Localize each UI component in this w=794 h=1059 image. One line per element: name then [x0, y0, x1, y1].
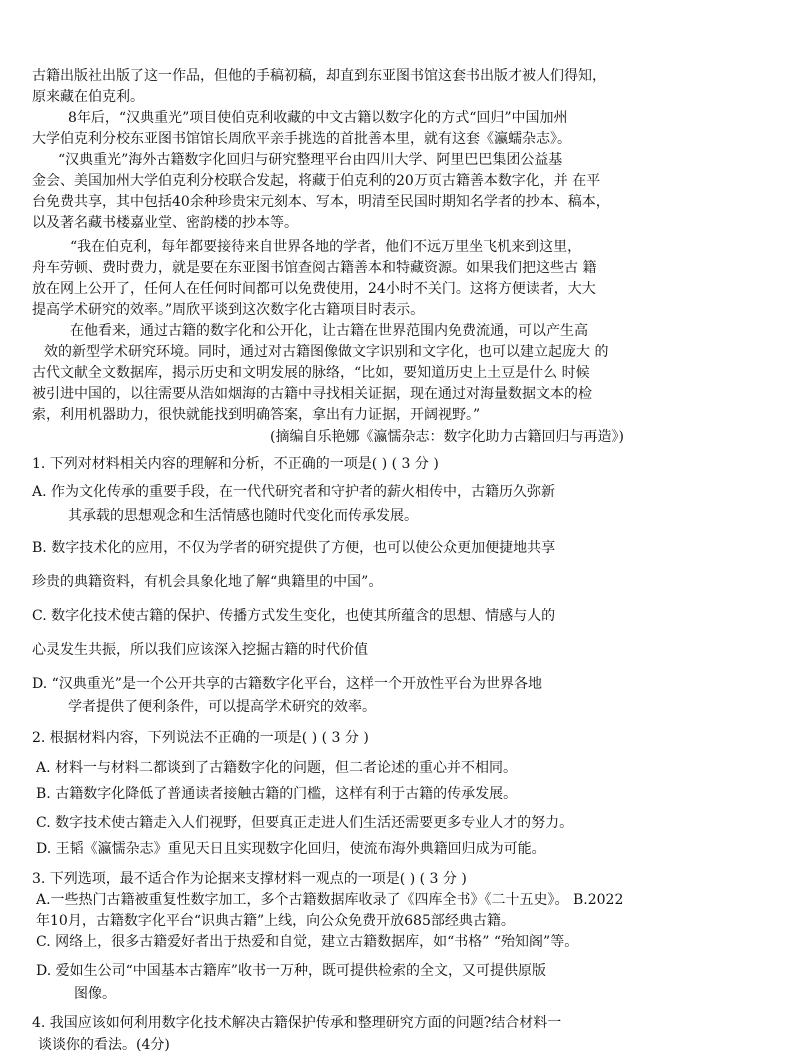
- question-1-option-b-cont: 珍贵的典籍资料，有机会具象化地了解“典籍里的中国”。: [32, 574, 383, 590]
- question-3-stem: 3. 下列选项，最不适合作为论据来支撑材料一观点的一项是( ) ( 3 分 ): [32, 871, 467, 887]
- question-2-option-a: A. 材料一与材料二都谈到了古籍数字化的问题，但二者论述的重心并不相同。: [36, 760, 518, 776]
- question-3-option-d: D. 爱如生公司“中国基本古籍库”收书一万种，既可提供检索的全文，又可提供原版: [36, 963, 546, 979]
- question-2-stem: 2. 根据材料内容，下列说法不正确的一项是( ) ( 3 分 ): [32, 730, 369, 746]
- question-1-option-c: C. 数字化技术使古籍的保护、传播方式发生变化，也使其所蕴含的思想、情感与人的: [32, 608, 556, 624]
- question-1-option-d: D. “汉典重光”是一个公开共享的古籍数字化平台，这样一个开放性平台为世界各地: [32, 676, 542, 692]
- question-1-stem: 1. 下列对材料相关内容的理解和分析，不正确的一项是( ) ( 3 分 ): [32, 456, 439, 472]
- passage-line: “我在伯克利，每年都要接待来自世界各地的学者，他们不远万里坐飞机来到这里，: [70, 239, 582, 255]
- question-3-option-a-b: A.一些热门古籍被重复性数字加工，多个古籍数据库收录了《四库全书》《二十五史》。 B.2022: [36, 892, 624, 908]
- passage-line: 提高学术研究的效率。”周欣平谈到这次数字化古籍项目时表示。: [32, 302, 425, 318]
- passage-line: “汉典重光”海外古籍数字化回归与研究整理平台由四川大学、阿里巴巴集团公益基: [58, 152, 563, 168]
- question-3-option-d-cont: 图像。: [74, 986, 116, 1002]
- passage-line: 台免费共享，其中包括40余种珍贵宋元刻本、写本，明清至民国时期知名学者的抄本、稿本，: [32, 194, 610, 210]
- passage-line: 大学伯克利分校东亚图书馆馆长周欣平亲手挑选的首批善本里，就有这套《瀛蠕杂志》。: [32, 131, 571, 147]
- question-1-option-a: A. 作为文化传承的重要手段，在一代代研究者和守护者的薪火相传中，古籍历久弥新: [32, 484, 556, 500]
- question-3-option-b-cont: 年10月，古籍数字化平台“识典古籍”上线，向公众免费开放685部经典古籍。: [36, 913, 515, 929]
- passage-line: 古代文献全文数据库，揭示历史和文明发展的脉络，“比如，要知道历史上土豆是什么 时候: [32, 365, 590, 381]
- passage-line: 古籍出版社出版了这一作品，但他的手稿初稿，却直到东亚图书馆这套书出版才被人们得知，: [32, 68, 606, 84]
- question-1-option-a-cont: 其承载的思想观念和生活情感也随时代变化而传承发展。: [68, 508, 418, 524]
- question-2-option-d: D. 王韬《瀛懦杂志》重见天日且实现数字化回归，使流布海外典籍回归成为可能。: [36, 841, 546, 857]
- question-2-option-b: B. 古籍数字化降低了普通读者接触古籍的门槛，这样有利于古籍的传承发展。: [36, 786, 518, 802]
- passage-line: 舟车劳顿、费时费力，就是要在东亚图书馆查阅古籍善本和特藏资源。如果我们把这些古 籍: [32, 260, 597, 276]
- question-3-option-c: C. 网络上，很多古籍爱好者出于热爱和自觉，建立古籍数据库，如“书格” “殆知阁”等。: [36, 934, 579, 950]
- passage-line: 金会、美国加州大学伯克利分校联合发起，将藏于伯克利的20万页古籍善本数字化，并 在平: [32, 173, 601, 189]
- passage-line: 索，利用机器助力，很快就能找到明确答案，拿出有力证据，开阔视野。”: [32, 407, 481, 423]
- question-4-stem-cont: 谈谈你的看法。(4分): [38, 1037, 170, 1053]
- question-2-option-c: C. 数字技术使古籍走入人们视野，但要真正走进人们生活还需要更多专业人才的努力。: [36, 815, 574, 831]
- passage-line: 效的新型学术研究环境。同时，通过对古籍图像做文字识别和文字化，也可以建立起庞大 的: [44, 344, 609, 360]
- question-1-option-d-cont: 学者提供了便利条件，可以提高学术研究的效率。: [68, 699, 376, 715]
- passage-line: 以及著名藏书楼嘉业堂、密韵楼的抄本等。: [32, 215, 298, 231]
- question-4-stem: 4. 我国应该如何利用数字化技术解决古籍保护传承和整理研究方面的问题?结合材料一: [32, 1015, 562, 1031]
- passage-line: 在他看来，通过古籍的数字化和公开化，让古籍在世界范围内免费流通，可以产生高: [70, 323, 588, 339]
- passage-line: 原来藏在伯克利。: [32, 89, 144, 105]
- passage-line: 放在网上公开了，任何人在任何时间都可以免费使用，24小时不关门。这将方便读者，大大: [32, 281, 596, 297]
- passage-line: 8年后，“汉典重光”项目使伯克利收藏的中文古籍以数字化的方式“回归”中国加州: [68, 110, 568, 126]
- question-1-option-c-cont: 心灵发生共振，所以我们应该深入挖掘古籍的时代价值: [32, 642, 368, 658]
- passage-source: (摘编自乐艳娜《瀛懦杂志：数字化助力古籍回归与再造》): [270, 429, 624, 445]
- passage-line: 被引进中国的，以往需要从浩如烟海的古籍中寻找相关证据，现在通过对海量数据文本的检: [32, 386, 592, 402]
- question-1-option-b: B. 数字技术化的应用，不仅为学者的研究提供了方便，也可以使公众更加便捷地共享: [32, 540, 556, 556]
